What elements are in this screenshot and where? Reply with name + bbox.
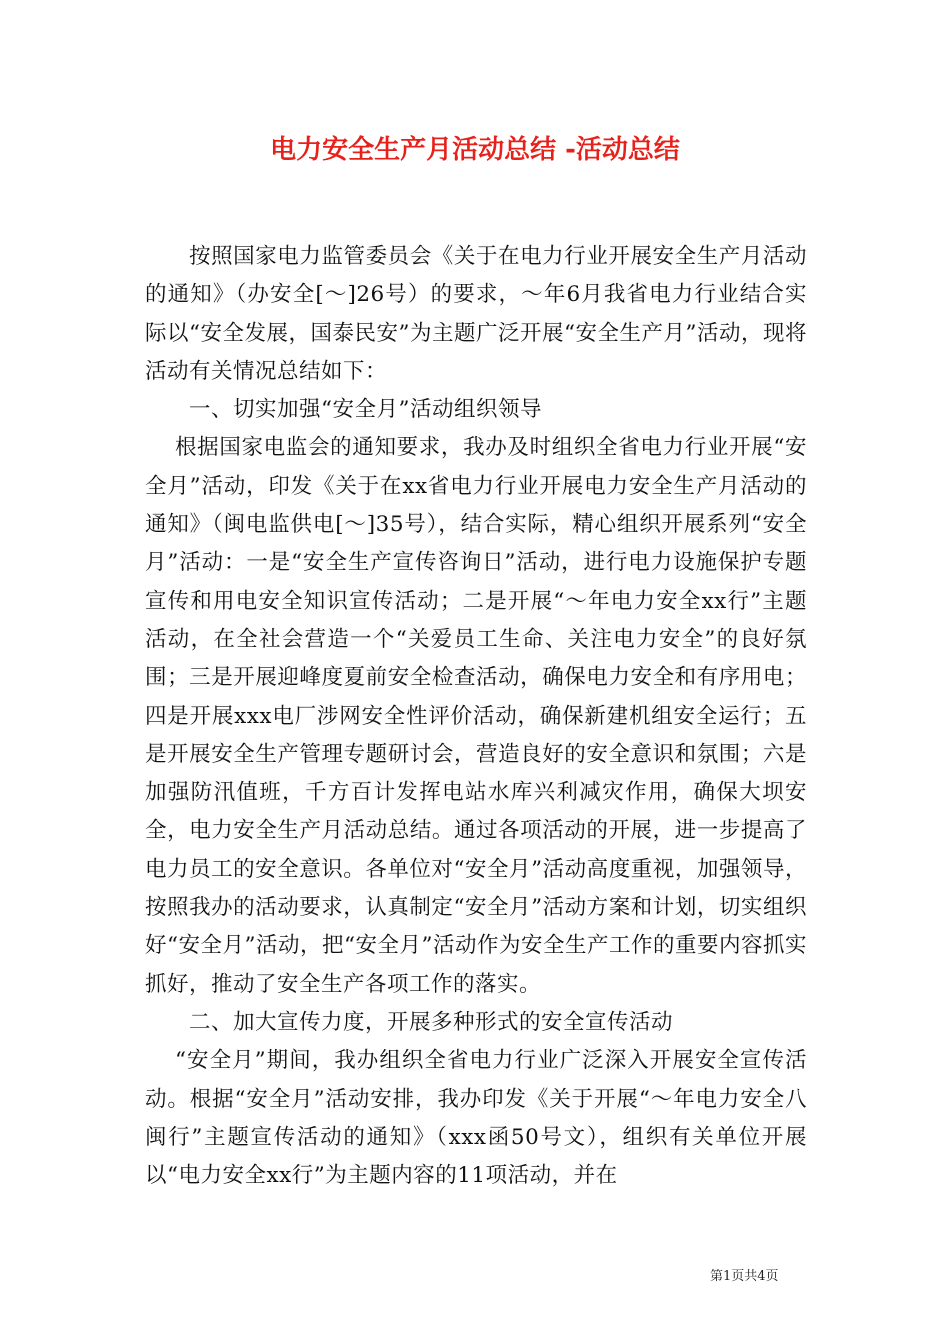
intro-paragraph: 按照国家电力监管委员会《关于在电力行业开展安全生产月活动的通知》（办安全[～]26号）的要求，～年6月我省电力行业结合实际以“安全发展，国泰民安”为主题广泛开展“安全生产月”活动，现将活动有关情况总结如下： — [145, 244, 807, 384]
section-1-paragraph: 根据国家电监会的通知要求，我办及时组织全省电力行业开展“安全月”活动，印发《关于在xx省电力行业开展电力安全生产月活动的通知》（闽电监供电[～]35号），结合实际，精心组织开展系列“安全月”活动：一是“安全生产宣传咨询日”活动，进行电力设施保护专题宣传和用电安全知识宣传活动；二是开展“～年电力安全xx行”主题活动，在全社会营造一个“关爱员工生命、关注电力安全”的良好氛围；三是开展迎峰度夏前安全检查活动，确保电力安全和有序用电；四是开展xxx电厂涉网安全性评价活动，确保新建机组安全运行；五是开展安全生产管理专题研讨会，营造良好的安全意识和氛围；六是加强防汛值班，千方百计发挥电站水库兴利减灾作用，确保大坝安全，电力安全生产月活动总结。通过各项活动的开展，进一步提高了电力员工的安全意识。各单位对“安全月”活动高度重视，加强领导，按照我办的活动要求，认真制定“安全月”活动方案和计划，切实组织好“安全月”活动，把“安全月”活动作为安全生产工作的重要内容抓实抓好，推动了安全生产各项工作的落实。 — [145, 435, 807, 997]
section-heading-2: 二、加大宣传力度，开展多种形式的安全宣传活动 — [189, 1009, 674, 1035]
section-2-paragraph: “安全月”期间，我办组织全省电力行业广泛深入开展安全宣传活动。根据“安全月”活动安排，我办印发《关于开展“～年电力安全八闽行”主题宣传活动的通知》（xxx函50号文），组织有关单位开展以“电力安全xx行”为主题内容的11项活动，并在 — [145, 1048, 807, 1189]
document-title: 电力安全生产月活动总结 -活动总结 — [270, 135, 680, 165]
section-heading-1: 一、切实加强“安全月”活动组织领导 — [189, 397, 542, 423]
document-body — [145, 238, 807, 1195]
page-number: 第1页共4页 — [710, 1269, 779, 1284]
